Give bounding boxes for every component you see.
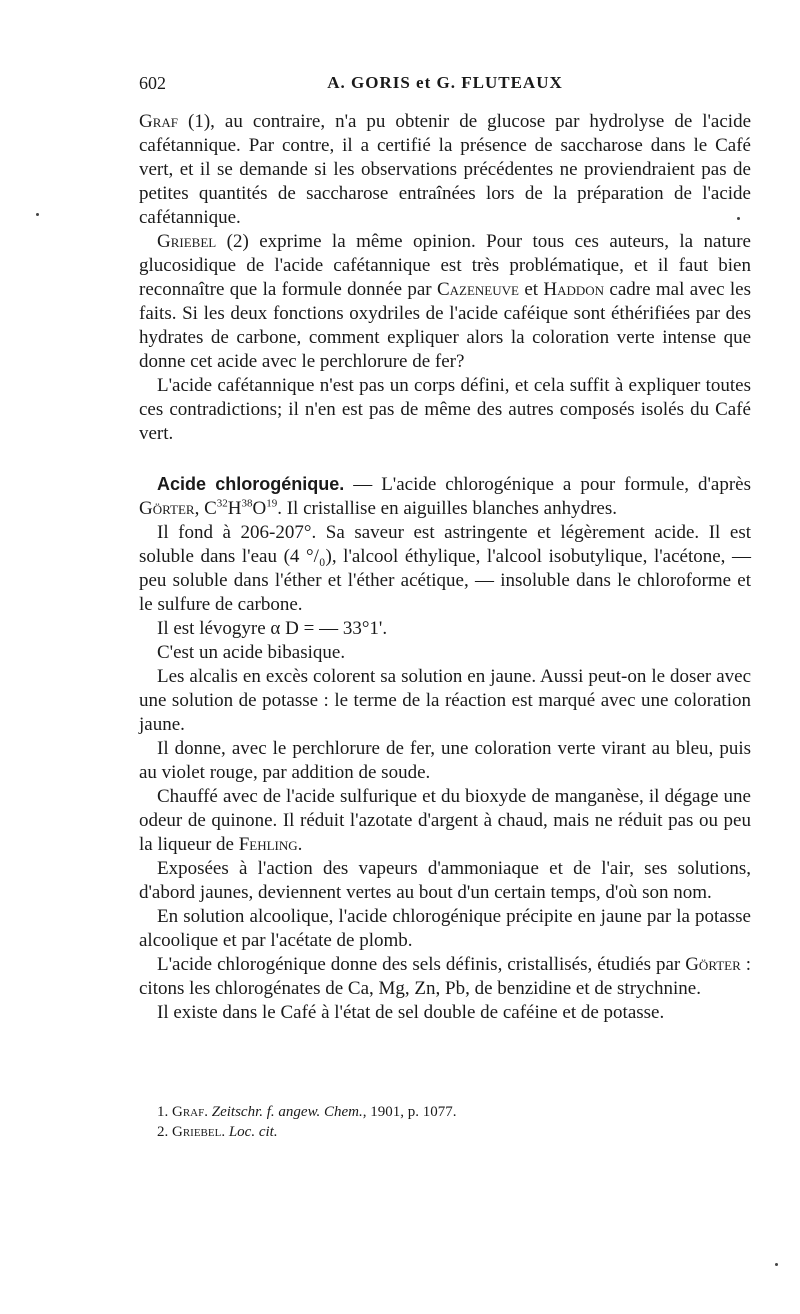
author-gorter: Görter (139, 498, 195, 519)
paragraph-solution: En solution alcoolique, l'acide chlorogénique précipite en jaune par la potasse alcoolique et par l'acétate de plomb. (139, 906, 751, 951)
author-gorter-2: Görter (685, 954, 741, 975)
paragraph-griebel: Griebel (2) exprime la même opinion. Pour tous ces auteurs, la nature glucosidique de l'acide cafétannique est très problématique, et il faut bien reconnaître que la formule donnée par Cazeneuve et Haddon cadre mal avec les faits. Si les deux fonctions oxydriles de l'acide caféique sont éthérifiées par des hydrates de carbone, comment expliquer alors la coloration verte intense que donne cet acide avec le perchlorure de fer? (139, 231, 751, 372)
paragraph-levogyre: Il est lévogyre α D = — 33°1'. (157, 618, 388, 639)
scan-speck (36, 213, 39, 216)
footnote-ref-1: (1) (188, 111, 211, 132)
page-header (139, 73, 751, 97)
section-heading: Acide chlorogénique. (157, 474, 345, 494)
paragraph-chauffe: Chauffé avec de l'acide sulfurique et du bioxyde de manganèse, il dégage une odeur de quinone. Il réduit l'azotate d'argent à chaud, mais ne réduit pas ou peu la liqueur de Fehling. (139, 786, 751, 855)
author-fehling: Fehling (238, 834, 298, 855)
paragraph-perchlorure: Il donne, avec le perchlorure de fer, une coloration verte virant au bleu, puis au violet rouge, par addition de soude. (139, 738, 751, 783)
paragraph-graf: Graf (1), au contraire, n'a pu obtenir de glucose par hydrolyse de l'acide cafétannique. Par contre, il a certifié la présence de saccharose dans le Café vert, et il se demande si les observations précédentes ne proviendraient pas de petites quantités de saccharose entraînées lors de la préparation de l'acide cafétannique. (139, 111, 752, 228)
running-title: A. GORIS et G. FLUTEAUX (327, 73, 563, 92)
author-haddon: Haddon (543, 279, 605, 300)
paragraph-exposees: Exposées à l'action des vapeurs d'ammoniaque et de l'air, ses solutions, d'abord jaunes, deviennent vertes au bout d'un certain temps, d'où son nom. (139, 858, 751, 903)
footnotes (139, 1102, 751, 1142)
footnote-ref-2: (2) (226, 231, 249, 252)
footnote-2: 2. Griebel. Loc. cit. (157, 1124, 278, 1140)
body-text (139, 110, 751, 1025)
paragraph-alcalis: Les alcalis en excès colorent sa solution en jaune. Aussi peut-on le doser avec une solution de potasse : le terme de la réaction est marqué avec une coloration jaune. (139, 666, 751, 735)
paragraph-chlorogenique: Acide chlorogénique. — L'acide chlorogénique a pour formule, d'après Görter, $C^{32}H^{38}O^{19}$. Il cristallise en aiguilles blanches anhydres. (139, 474, 751, 519)
author-cazeneuve: Cazeneuve (436, 279, 519, 300)
scan-speck (737, 217, 740, 220)
scan-speck (775, 1263, 778, 1266)
paragraph-cafetannique: L'acide cafétannique n'est pas un corps défini, et cela suffit à expliquer toutes ces contradictions; il n'en est pas de même des autres composés isolés du Café vert. (139, 375, 751, 444)
author-graf: Graf (139, 111, 179, 132)
paragraph-sels: L'acide chlorogénique donne des sels définis, cristallisés, étudiés par Görter : citons les chlorogénates de Ca, Mg, Zn, Pb, de benzidine et de strychnine. (139, 954, 752, 999)
page-number: 602 (139, 73, 166, 93)
paragraph-fusion: Il fond à 206-207°. Sa saveur est astringente et légèrement acide. Il est soluble dans l'eau (4 °/₀), l'alcool éthylique, l'alcool isobutylique, l'acétone, — peu soluble dans l'éther et l'éther acétique, — insoluble dans le chloroforme et le sulfure de carbone. (139, 522, 751, 615)
author-griebel: Griebel (157, 231, 217, 252)
paragraph-cafe: Il existe dans le Café à l'état de sel double de caféine et de potasse. (157, 1002, 665, 1023)
footnote-1: 1. Graf. Zeitschr. f. angew. Chem., 1901, p. 1077. (157, 1104, 457, 1120)
paragraph-bibasique: C'est un acide bibasique. (157, 642, 346, 663)
